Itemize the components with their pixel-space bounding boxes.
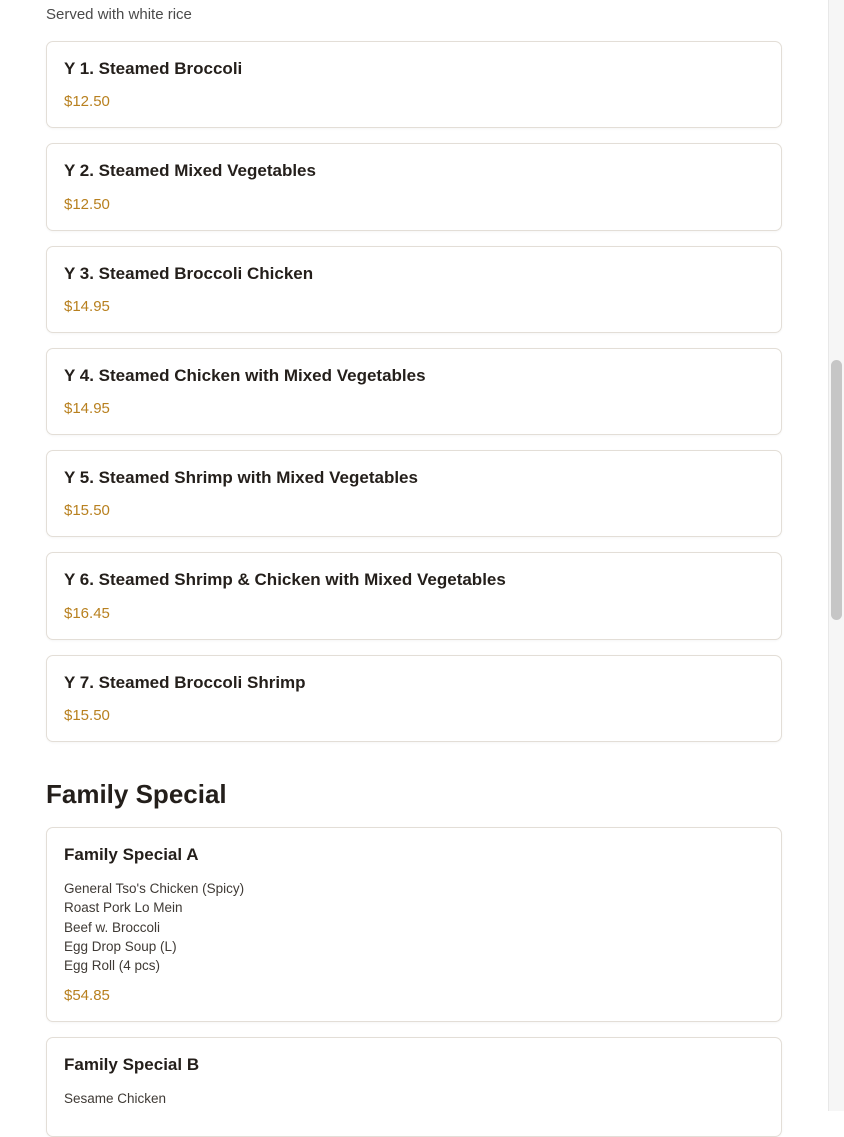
- menu-item-card[interactable]: [46, 450, 782, 537]
- description-line: Sesame Chicken: [64, 1091, 167, 1107]
- description-line: General Tso's Chicken (Spicy): [64, 881, 245, 897]
- menu-item-name: Y 1. Steamed Broccoli: [64, 59, 243, 78]
- scrollbar-thumb[interactable]: [831, 360, 842, 620]
- menu-item-name: Y 7. Steamed Broccoli Shrimp: [64, 672, 306, 692]
- description-line: Egg Roll (4 pcs): [64, 957, 161, 973]
- menu-section-steamed: [46, 41, 782, 742]
- menu-item-card[interactable]: [46, 348, 782, 435]
- description-line: Roast Pork Lo Mein: [64, 900, 183, 916]
- menu-item-description: [64, 1089, 764, 1108]
- description-line: Egg Drop Soup (L): [64, 938, 177, 954]
- menu-item-name: Family Special A: [64, 844, 199, 864]
- menu-item-name: Y 2. Steamed Mixed Vegetables: [64, 161, 316, 181]
- menu-section-family-special: [46, 757, 782, 1137]
- menu-item-name: Y 6. Steamed Shrimp & Chicken with Mixed Vegetables: [64, 570, 506, 590]
- menu-item-card[interactable]: [46, 143, 782, 230]
- menu-item-card[interactable]: [46, 1037, 782, 1137]
- menu-item-card[interactable]: [46, 552, 782, 639]
- section-title: Family Special: [46, 778, 227, 809]
- menu-item-price: $54.85: [64, 986, 110, 1004]
- menu-item-price: $14.95: [64, 297, 110, 315]
- page-scrollbar[interactable]: [828, 0, 844, 1111]
- menu-item-name: Y 5. Steamed Shrimp with Mixed Vegetables: [64, 468, 418, 487]
- menu-item-name: Family Special B: [64, 1054, 200, 1074]
- menu-item-card[interactable]: [46, 41, 782, 128]
- menu-item-card[interactable]: [46, 655, 782, 742]
- menu-item-card[interactable]: [46, 827, 782, 1022]
- menu-item-price: $14.95: [64, 400, 110, 417]
- description-line: Beef w. Broccoli: [64, 919, 161, 935]
- menu-item-description: [64, 879, 764, 975]
- menu-item-price: $15.50: [64, 706, 110, 724]
- menu-item-price: $16.45: [64, 604, 110, 622]
- menu-item-name: Y 4. Steamed Chicken with Mixed Vegetables: [64, 365, 426, 385]
- served-with-note: Served with white rice: [46, 6, 192, 23]
- menu-item-name: Y 3. Steamed Broccoli Chicken: [64, 263, 314, 283]
- menu-item-price: $15.50: [64, 502, 110, 520]
- menu-item-card[interactable]: [46, 246, 782, 333]
- menu-item-price: $12.50: [64, 195, 110, 213]
- menu-item-price: $12.50: [64, 93, 110, 111]
